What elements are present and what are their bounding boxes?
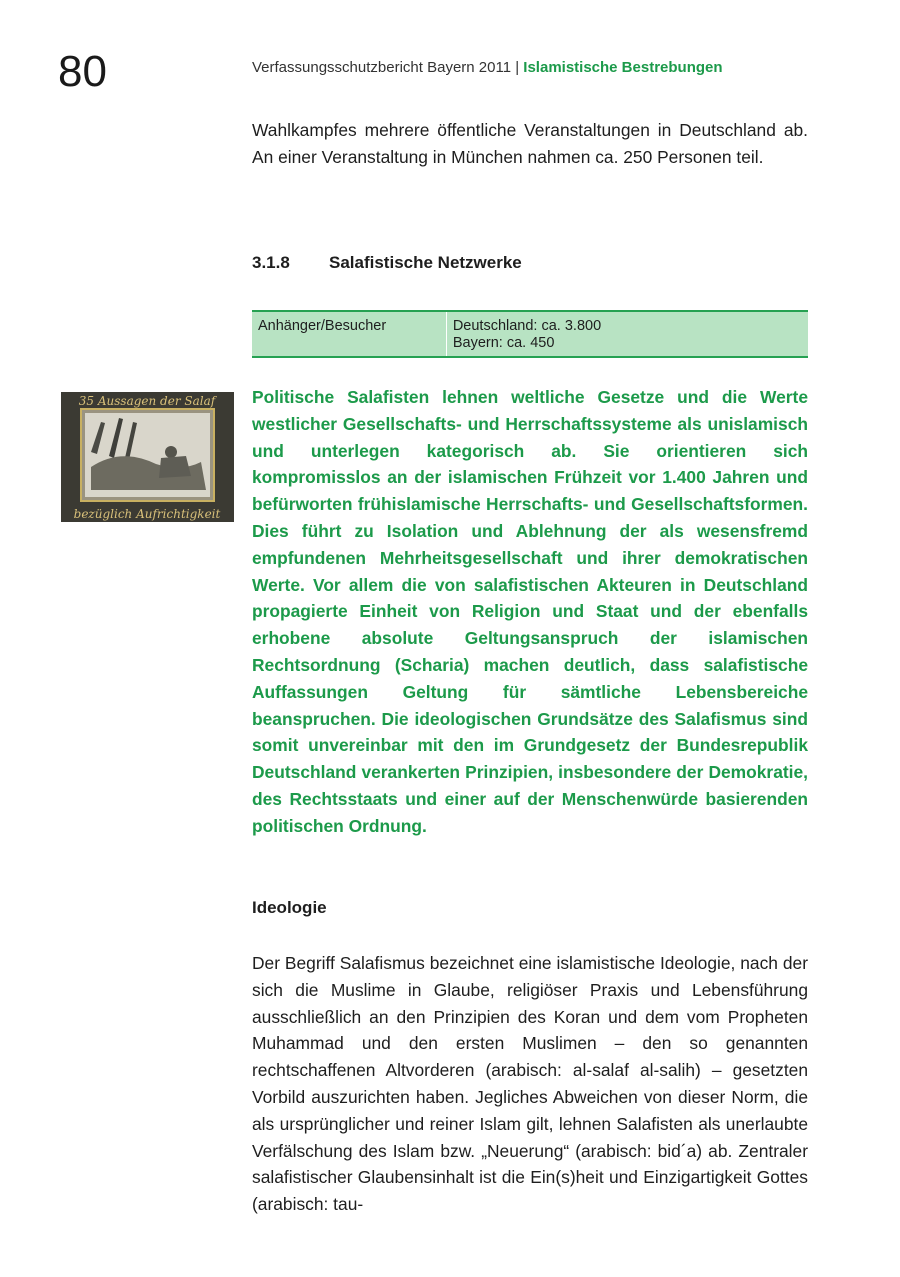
propaganda-image-graphic xyxy=(61,392,234,522)
stats-values xyxy=(446,311,808,357)
table-row xyxy=(252,311,808,357)
running-header xyxy=(252,59,723,76)
subheading-ideologie: Ideologie xyxy=(252,898,327,917)
stats-value-bavaria: Bayern: ca. 450 xyxy=(452,335,555,351)
body-paragraph: Der Begriff Salafismus bezeichnet eine islamistische Ideologie, nach der sich die Muslime in Glaube, religiöser Praxis und Lebensführung ausschließlich an den Prinzipien des Koran und dem vom Propheten Muhammad und den ersten Muslimen – den so genannten rechtschaffenen Altvorderen (arabisch: al-salaf al-salih) – gesetzten Vorbild auszurichten haben. Jegliches Abweichen von dieser Norm, die als ursprünglicher und reiner Islam gilt, lehnen Salafisten als unerlaubte Verfälschung des Islam bzw. „Neuerung“ (arabisch: bid´a) ab. Zentraler salafistischer Glaubensinhalt ist die Ein(s)heit und Einzigartigkeit Gottes (arabisch: tau- xyxy=(252,953,808,1215)
section-title: Salafistische Netzwerke xyxy=(329,253,522,272)
propaganda-image xyxy=(61,392,234,522)
stats-table xyxy=(252,310,808,358)
section-heading xyxy=(252,253,808,273)
section-number: 3.1.8 xyxy=(252,253,290,272)
lead-paragraph: Politische Salafisten lehnen weltliche Gesetze und die Werte westlicher Gesellschafts- und Herrschaftssysteme als unislamisch und unterlegen kategorisch ab. Sie orientieren sich kompromisslos an der islamischen Frühzeit vor 1.400 Jahren und befürworten frühislamische Herrschafts- und Gesellschaftsformen. Dies führt zu Isolation und Ablehnung der als wesensfremd empfundenen Mehrheitsgesellschaft und ihrer demokratischen Werte. Vor allem die von salafistischen Akteuren in Deutschland propagierte Einheit von Religion und Staat und der ebenfalls erhobene absolute Geltungsanspruch der islamischen Rechtsordnung (Scharia) machen deutlich, dass salafistische Auffassungen Geltung für sämtliche Lebensbereiche beanspruchen. Die ideologischen Grundsätze des Salafismus sind somit unvereinbar mit den im Grundgesetz der Bundesrepublik Deutschland verankerten Prinzipien, insbesondere der Demokratie, des Rechtsstaats und einer auf der Menschenwürde basierenden politischen Ordnung. xyxy=(252,387,808,836)
stats-label: Anhänger/Besucher xyxy=(252,311,446,357)
header-separator: | xyxy=(515,59,520,76)
header-section-title: Islamistische Bestrebungen xyxy=(523,59,723,76)
image-caption-top: 35 Aussagen der Salaf xyxy=(78,394,216,408)
page-number: 80 xyxy=(58,47,107,96)
report-title: Verfassungsschutzbericht Bayern 2011 xyxy=(252,59,512,76)
intro-paragraph: Wahlkampfes mehrere öffentliche Veranstaltungen in Deutschland ab. An einer Veranstaltung in München nahmen ca. 250 Personen teil. xyxy=(252,120,808,167)
stats-value-germany: Deutschland: ca. 3.800 xyxy=(452,318,602,334)
image-caption-bottom: bezüglich Aufrichtigkeit xyxy=(73,507,221,521)
